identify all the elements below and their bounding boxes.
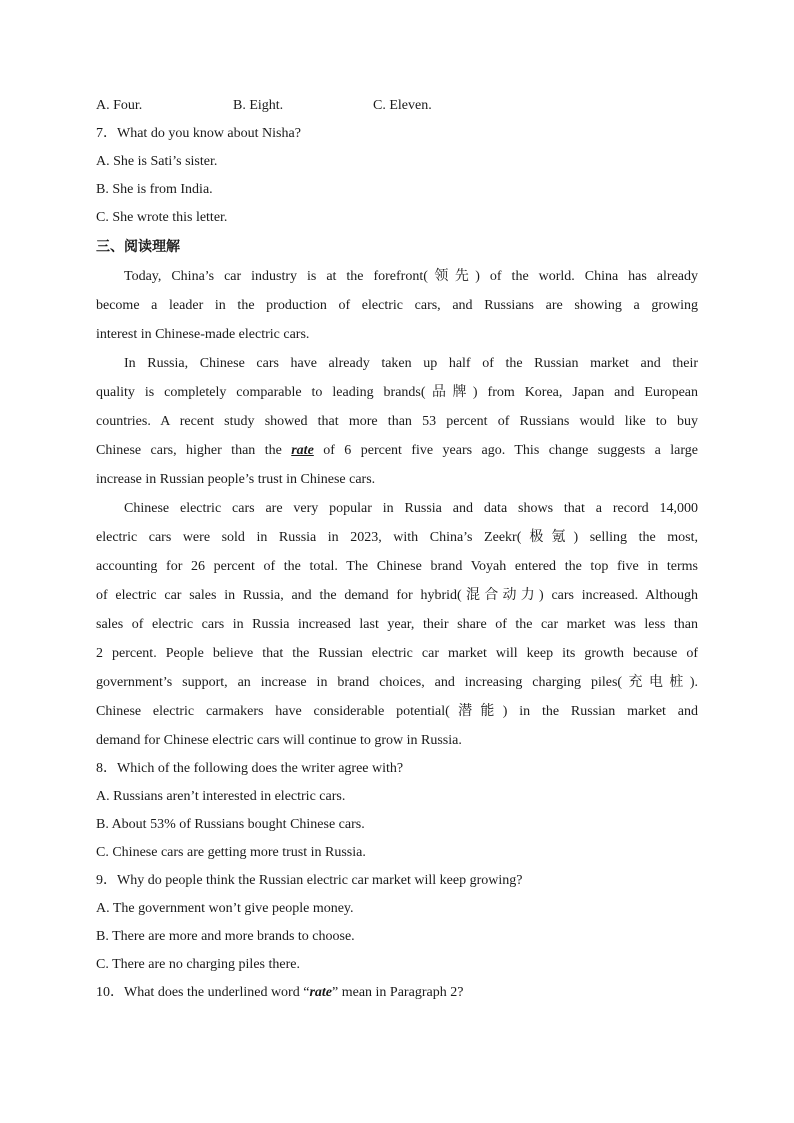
passage-line: increase in Russian people’s trust in Chinese cars. — [96, 472, 376, 487]
q6-option-c: C. Eleven. — [373, 98, 432, 113]
passage-line: sales of electric cars in Russia increased last year, their share of the car market was less than — [96, 617, 698, 632]
q9-option-c: C. There are no charging piles there. — [96, 957, 300, 972]
passage-paragraph-3 — [96, 494, 698, 755]
passage-text: of 6 percent five years ago. This change suggests a large — [313, 443, 698, 458]
q8-option-a: A. Russians aren’t interested in electric cars. — [96, 789, 346, 804]
passage-paragraph-2 — [96, 349, 698, 494]
q10-stem-text: 10．What does the underlined word “ — [96, 985, 310, 1000]
passage-line: quality is completely comparable to leading brands(品牌) from Korea, Japan and European — [96, 385, 698, 400]
document-page — [96, 92, 698, 1007]
passage-line: In Russia, Chinese cars have already taken up half of the Russian market and their — [124, 356, 698, 371]
passage-text: Chinese cars, higher than the — [96, 443, 292, 458]
passage-line: accounting for 26 percent of the total. The Chinese brand Voyah entered the top five in terms — [96, 559, 698, 574]
q6-option-a: A. Four. — [96, 98, 143, 113]
passage-line: countries. A recent study showed that more than 53 percent of Russians would like to buy — [96, 414, 698, 429]
passage-paragraph-1 — [96, 262, 698, 349]
q6-options — [96, 92, 698, 120]
passage-line: become a leader in the production of electric cars, and Russians are showing a growing — [96, 298, 698, 313]
passage-line-with-keyword — [96, 436, 698, 465]
q7-option-a: A. She is Sati’s sister. — [96, 154, 218, 169]
underlined-word-rate: rate — [291, 443, 314, 458]
q9-stem: 9．Why do people think the Russian electric car market will keep growing? — [96, 873, 523, 888]
passage-line: government’s support, an increase in brand choices, and increasing charging piles(充电桩). — [96, 675, 698, 690]
q7-stem: 7．What do you know about Nisha? — [96, 126, 301, 141]
passage-line: Today, China’s car industry is at the forefront(领先) of the world. China has already — [124, 269, 698, 284]
passage-line: interest in Chinese-made electric cars. — [96, 327, 310, 342]
passage-line: electric cars were sold in Russia in 2023, with China’s Zeekr(极氪) selling the most, — [96, 530, 698, 545]
passage-line: 2 percent. People believe that the Russian electric car market will keep its growth because of — [96, 646, 698, 661]
q9-option-a: A. The government won’t give people money. — [96, 901, 354, 916]
q6-option-b: B. Eight. — [233, 98, 284, 113]
q10-stem — [96, 979, 698, 1007]
q8-stem: 8．Which of the following does the writer agree with? — [96, 761, 404, 776]
q7-option-c: C. She wrote this letter. — [96, 210, 228, 225]
q10-keyword-rate: rate — [309, 985, 333, 1000]
q7-option-b: B. She is from India. — [96, 182, 213, 197]
passage-line: Chinese electric cars are very popular in Russia and data shows that a record 14,000 — [124, 501, 698, 516]
section-title: 三、阅读理解 — [96, 239, 180, 255]
passage-line: Chinese electric carmakers have considerable potential(潜能) in the Russian market and — [96, 704, 698, 719]
q8-option-b: B. About 53% of Russians bought Chinese cars. — [96, 817, 365, 832]
q10-stem-text: ” mean in Paragraph 2? — [332, 985, 464, 1000]
passage-line: of electric car sales in Russia, and the demand for hybrid(混合动力) cars increased. Although — [96, 588, 698, 603]
q8-option-c: C. Chinese cars are getting more trust in Russia. — [96, 845, 366, 860]
passage-line: demand for Chinese electric cars will continue to grow in Russia. — [96, 733, 462, 748]
q9-option-b: B. There are more and more brands to choose. — [96, 929, 355, 944]
